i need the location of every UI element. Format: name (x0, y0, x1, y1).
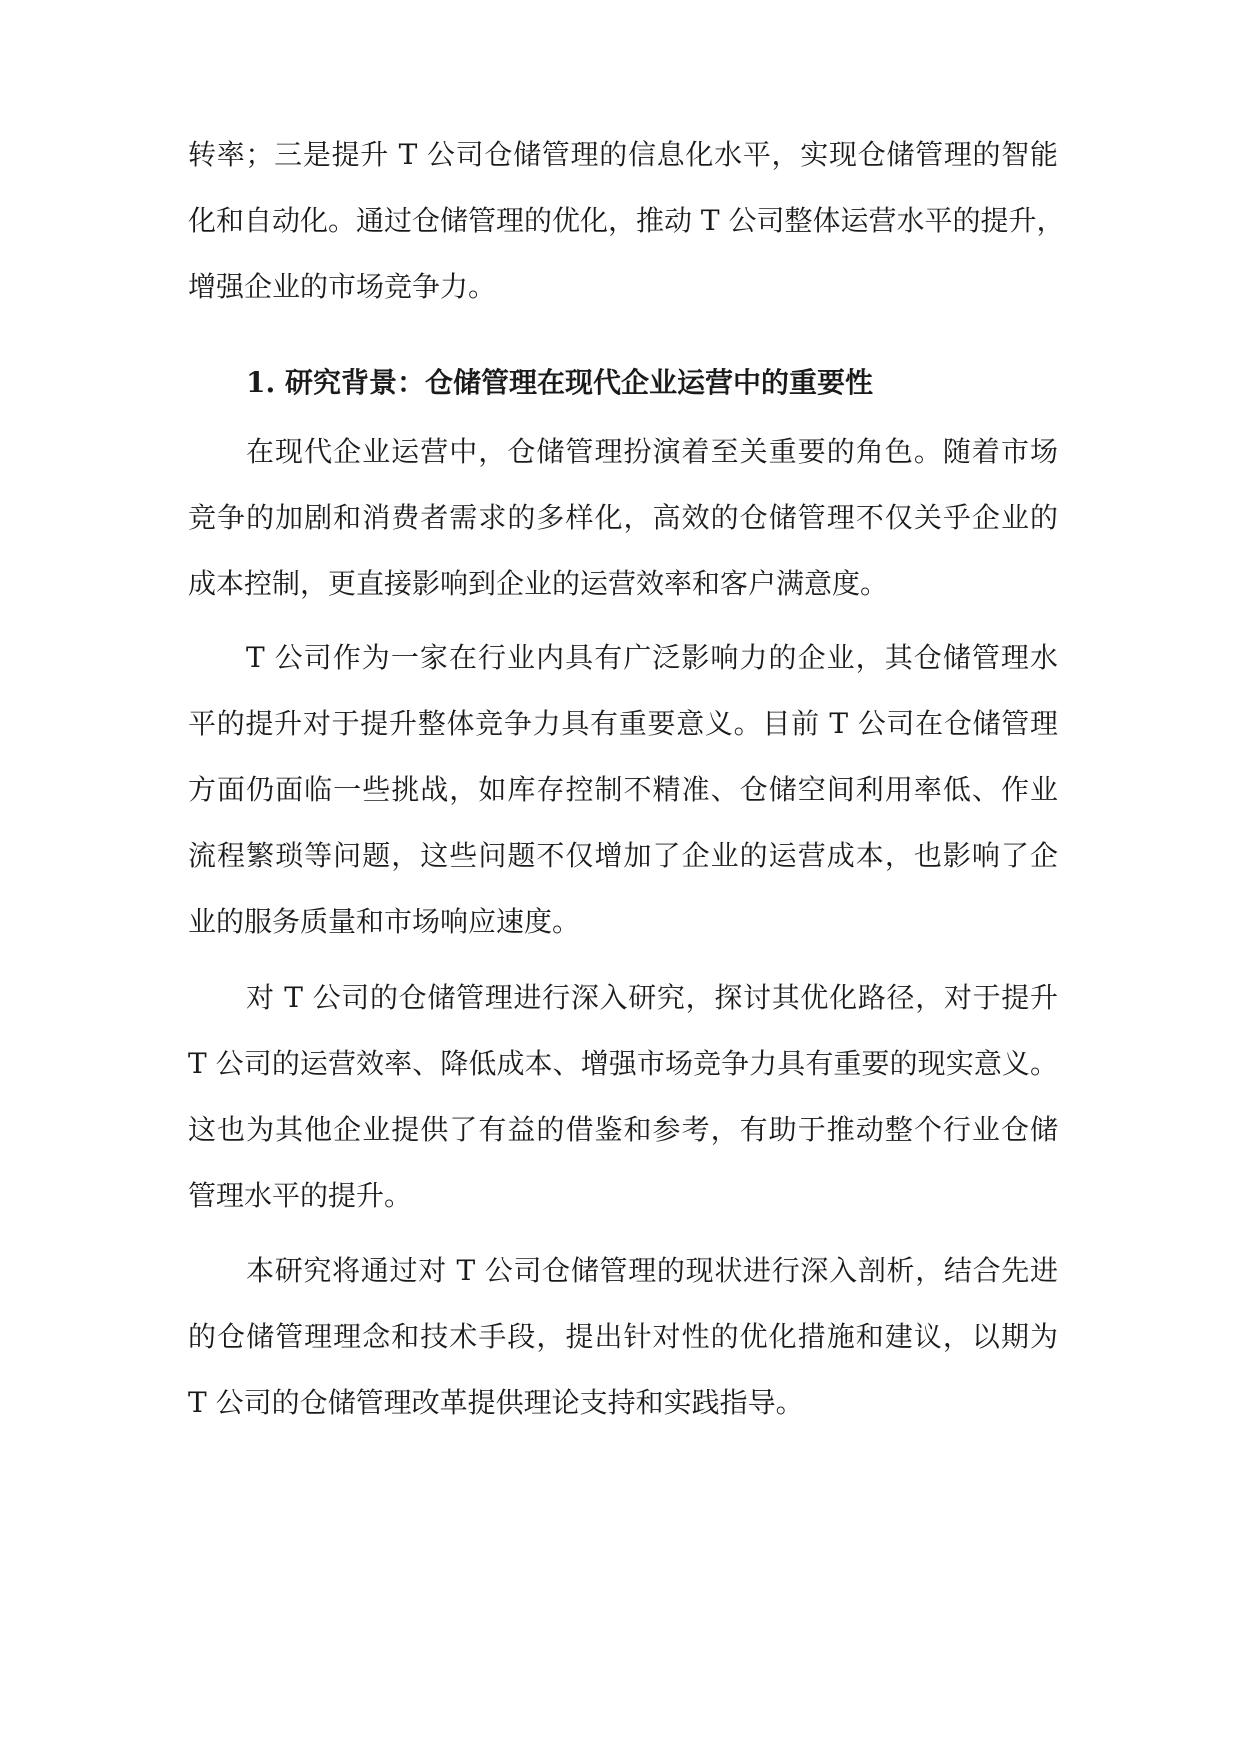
paragraph-line: T 公司作为一家在行业内具有广泛影响力的企业，其仓储管理水 (246, 641, 1058, 674)
paragraph-line: 竞争的加剧和消费者需求的多样化，高效的仓储管理不仅关乎企业的 (188, 501, 1058, 534)
paragraph-line: 成本控制，更直接影响到企业的运营效率和客户满意度。 (188, 567, 889, 600)
paragraph-line: 平的提升对于提升整体竞争力具有重要意义。目前 T 公司在仓储管理 (188, 707, 1058, 740)
paragraph-line: T 公司的仓储管理改革提供理论支持和实践指导。 (188, 1386, 804, 1419)
intro-line: 转率；三是提升 T 公司仓储管理的信息化水平，实现仓储管理的智能 (188, 138, 1058, 171)
intro-line: 增强企业的市场竞争力。 (188, 270, 497, 303)
paragraph-line: 流程繁琐等问题，这些问题不仅增加了企业的运营成本，也影响了企 (188, 839, 1058, 872)
paragraph-line: 业的服务质量和市场响应速度。 (188, 905, 581, 938)
paragraph-line: 管理水平的提升。 (188, 1179, 413, 1212)
paragraph-line: 的仓储管理理念和技术手段，提出针对性的优化措施和建议，以期为 (188, 1320, 1058, 1353)
paragraph-line: 方面仍面临一些挑战，如库存控制不精准、仓储空间利用率低、作业 (188, 773, 1058, 806)
section-heading: 1. 研究背景：仓储管理在现代企业运营中的重要性 (246, 366, 873, 399)
paragraph-line: 对 T 公司的仓储管理进行深入研究，探讨其优化路径，对于提升 (246, 981, 1058, 1014)
paragraph-line: 本研究将通过对 T 公司仓储管理的现状进行深入剖析，结合先进 (246, 1254, 1058, 1287)
paragraph-line: T 公司的运营效率、降低成本、增强市场竞争力具有重要的现实意义。 (188, 1047, 1058, 1080)
paragraph-line: 在现代企业运营中，仓储管理扮演着至关重要的角色。随着市场 (246, 435, 1058, 468)
paragraph-line: 这也为其他企业提供了有益的借鉴和参考，有助于推动整个行业仓储 (188, 1113, 1058, 1146)
intro-line: 化和自动化。通过仓储管理的优化，推动 T 公司整体运营水平的提升， (188, 204, 1065, 237)
